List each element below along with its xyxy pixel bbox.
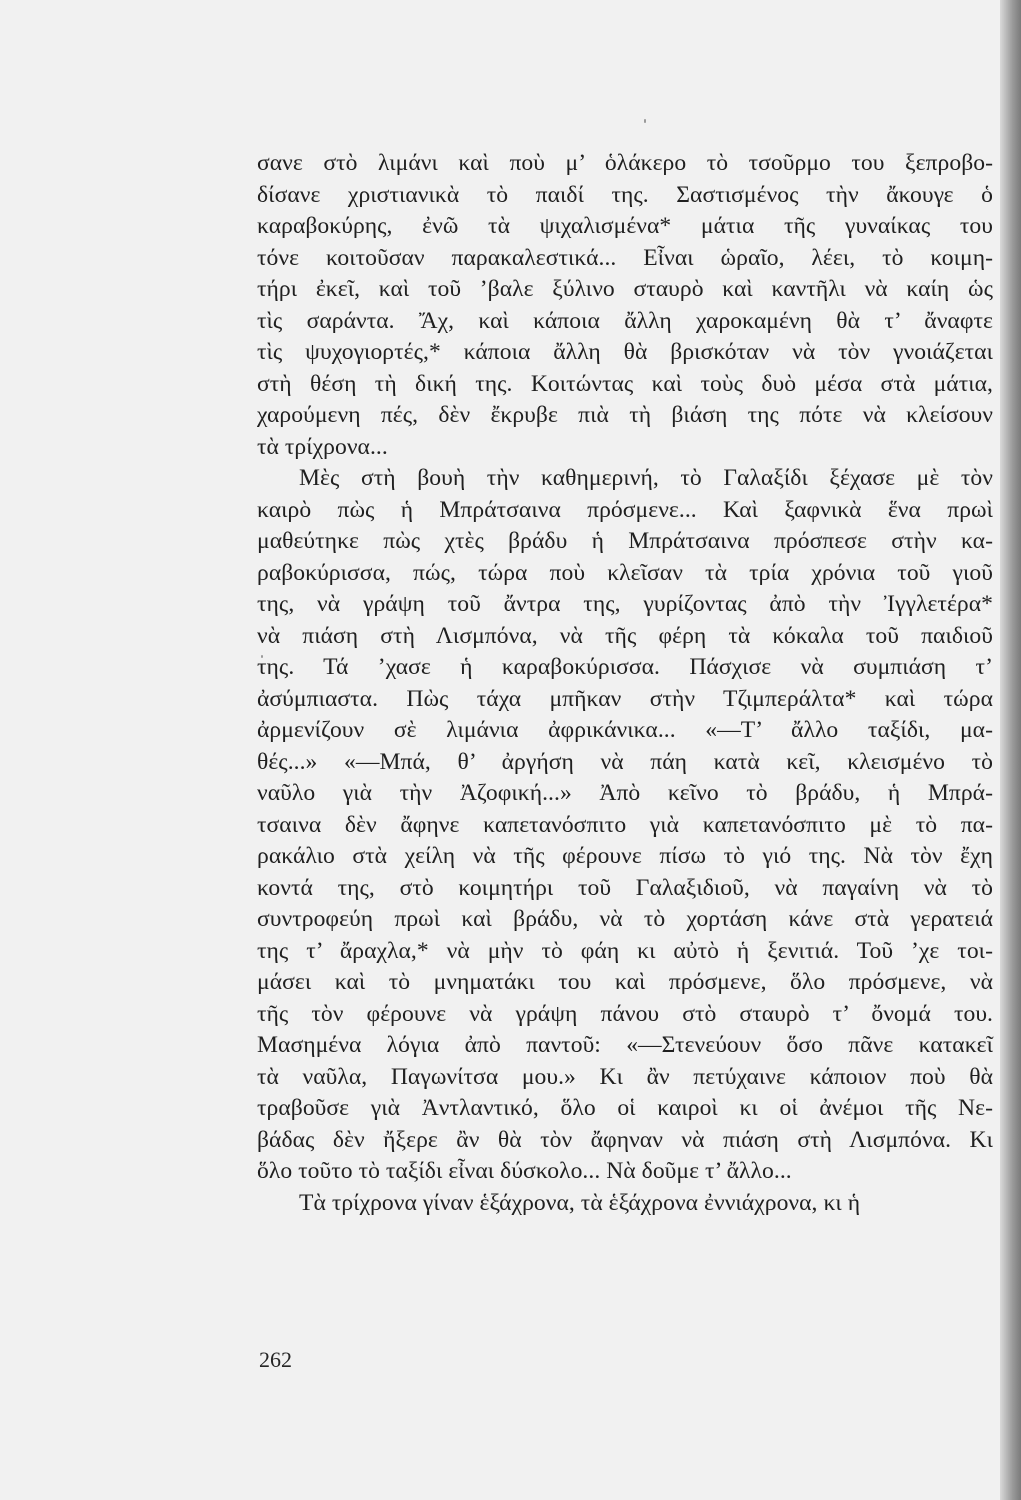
- body-text: [257, 148, 993, 1219]
- text-line: Μασημένα λόγια ἀπὸ παντοῦ: «—Στενεύουν ὅσο πᾶνε κατακεῖ: [257, 1032, 993, 1058]
- text-line: τσαινα δὲν ἄφηνε καπετανόσπιτο γιὰ καπετανόσπιτο μὲ τὸ πα-: [257, 811, 993, 838]
- text-line: στὴ θέση τὴ δική της. Κοιτώντας καὶ τοὺς δυὸ μέσα στὰ μάτια,: [257, 370, 993, 397]
- text-line: τραβοῦσε γιὰ Ἀντλαντικό, ὅλο οἱ καιροὶ κι οἱ ἀνέμοι τῆς Νε-: [257, 1095, 993, 1121]
- text-line: ἀσύμπιαστα. Πὼς τάχα μπῆκαν στὴν Τζιμπεράλτα* καὶ τώρα: [257, 685, 993, 712]
- text-line: μαθεύτηκε πὼς χτὲς βράδυ ἡ Μπράτσαινα πρόσπεσε στὴν κα-: [257, 528, 993, 554]
- text-line: ὅλο τοῦτο τὸ ταξίδι εἶναι δύσκολο... Νὰ δοῦμε τ’ ἄλλο...: [257, 1158, 792, 1184]
- paragraph: [257, 463, 993, 1188]
- paragraph: [257, 1188, 993, 1220]
- text-line: συντροφεύη πρωὶ καὶ βράδυ, νὰ τὸ χορτάση κάνε στὰ γερατειά: [257, 906, 993, 932]
- text-line: ρακάλιο στὰ χείλη νὰ τῆς φέρουνε πίσω τὸ γιό της. Νὰ τὸν ἔχη: [257, 843, 993, 869]
- text-line: καραβοκύρης, ἐνῶ τὰ ψιχαλισμένα* μάτια τῆς γυναίκας του: [257, 213, 993, 239]
- text-line: τόνε κοιτοῦσαν παρακαλεστικά... Εἶναι ὡραῖο, λέει, τὸ κοιμη-: [257, 244, 993, 271]
- text-line: Μὲς στὴ βουὴ τὴν καθημερινή, τὸ Γαλαξίδι ξέχασε μὲ τὸν: [299, 465, 993, 491]
- paragraph: [257, 148, 993, 463]
- text-line: της, νὰ γράψη τοῦ ἄντρα της, γυρίζοντας ἀπὸ τὴν Ἰγγλετέρα*: [257, 591, 993, 617]
- page-edge-shadow: [1000, 0, 1021, 1500]
- text-line: τὶς σαράντα. Ἄχ, καὶ κάποια ἄλλη χαροκαμένη θὰ τ’ ἄναφτε: [257, 307, 993, 334]
- text-line: τὰ ναῦλα, Παγωνίτσα μου.» Κι ἂν πετύχαινε κάποιον ποὺ θὰ: [257, 1063, 993, 1090]
- text-line: ραβοκύρισσα, πώς, τώρα ποὺ κλεῖσαν τὰ τρία χρόνια τοῦ γιοῦ: [257, 559, 993, 586]
- text-line: τὶς ψυχογιορτές,* κάποια ἄλλη θὰ βρισκόταν νὰ τὸν γνοιάζεται: [257, 339, 993, 365]
- text-line: ναῦλο γιὰ τὴν Ἀζοφική...» Ἀπὸ κεῖνο τὸ βράδυ, ἡ Μπρά-: [257, 780, 993, 806]
- text-line: χαρούμενη πές, δὲν ἔκρυβε πιὰ τὴ βιάση της πότε νὰ κλείσουν: [257, 402, 993, 428]
- text-line: Τὰ τρίχρονα γίναν ἑξάχρονα, τὰ ἑξάχρονα ἐννιάχρονα, κι ἡ: [299, 1189, 861, 1216]
- text-line: σανε στὸ λιμάνι καὶ ποὺ μ’ ὁλάκερο τὸ τσοῦρμο του ξεπροβο-: [257, 150, 993, 176]
- page-number: 262: [259, 1347, 292, 1372]
- text-line: μάσει καὶ τὸ μνηματάκι του καὶ πρόσμενε, ὅλο πρόσμενε, νὰ: [257, 969, 993, 995]
- paper-speck: [644, 119, 646, 123]
- text-line: καιρὸ πὼς ἡ Μπράτσαινα πρόσμενε... Καὶ ξαφνικὰ ἕνα πρωὶ: [257, 496, 993, 523]
- text-line: βάδας δὲν ἤξερε ἂν θὰ τὸν ἄφηναν νὰ πιάση στὴ Λισμπόνα. Κι: [257, 1126, 993, 1153]
- text-line: τὰ τρίχρονα...: [257, 433, 388, 460]
- text-line: θές...» «—Μπά, θ’ ἀργήση νὰ πάη κατὰ κεῖ, κλεισμένο τὸ: [257, 748, 993, 775]
- text-line: νὰ πιάση στὴ Λισμπόνα, νὰ τῆς φέρη τὰ κόκαλα τοῦ παιδιοῦ: [257, 622, 993, 649]
- text-line: της. Τά ’χασε ἡ καραβοκύρισσα. Πάσχισε νὰ συμπιάση τ’: [257, 654, 993, 680]
- text-line: κοντά της, στὸ κοιμητήρι τοῦ Γαλαξιδιοῦ, νὰ παγαίνη νὰ τὸ: [257, 874, 993, 901]
- text-line: τῆς τὸν φέρουνε νὰ γράψη πάνου στὸ σταυρὸ τ’ ὄνομά του.: [257, 1000, 993, 1027]
- text-line: της τ’ ἄραχλα,* νὰ μὴν τὸ φάη κι αὐτὸ ἡ ξενιτιά. Τοῦ ’χε τοι-: [257, 937, 993, 964]
- text-line: δίσανε χριστιανικὰ τὸ παιδί της. Σαστισμένος τὴν ἄκουγε ὁ: [257, 181, 993, 208]
- text-line: ἀρμενίζουν σὲ λιμάνια ἀφρικάνικα... «—Τ’ ἄλλο ταξίδι, μα-: [257, 717, 993, 743]
- text-line: τήρι ἐκεῖ, καὶ τοῦ ’βαλε ξύλινο σταυρὸ καὶ καντῆλι νὰ καίη ὡς: [257, 276, 993, 302]
